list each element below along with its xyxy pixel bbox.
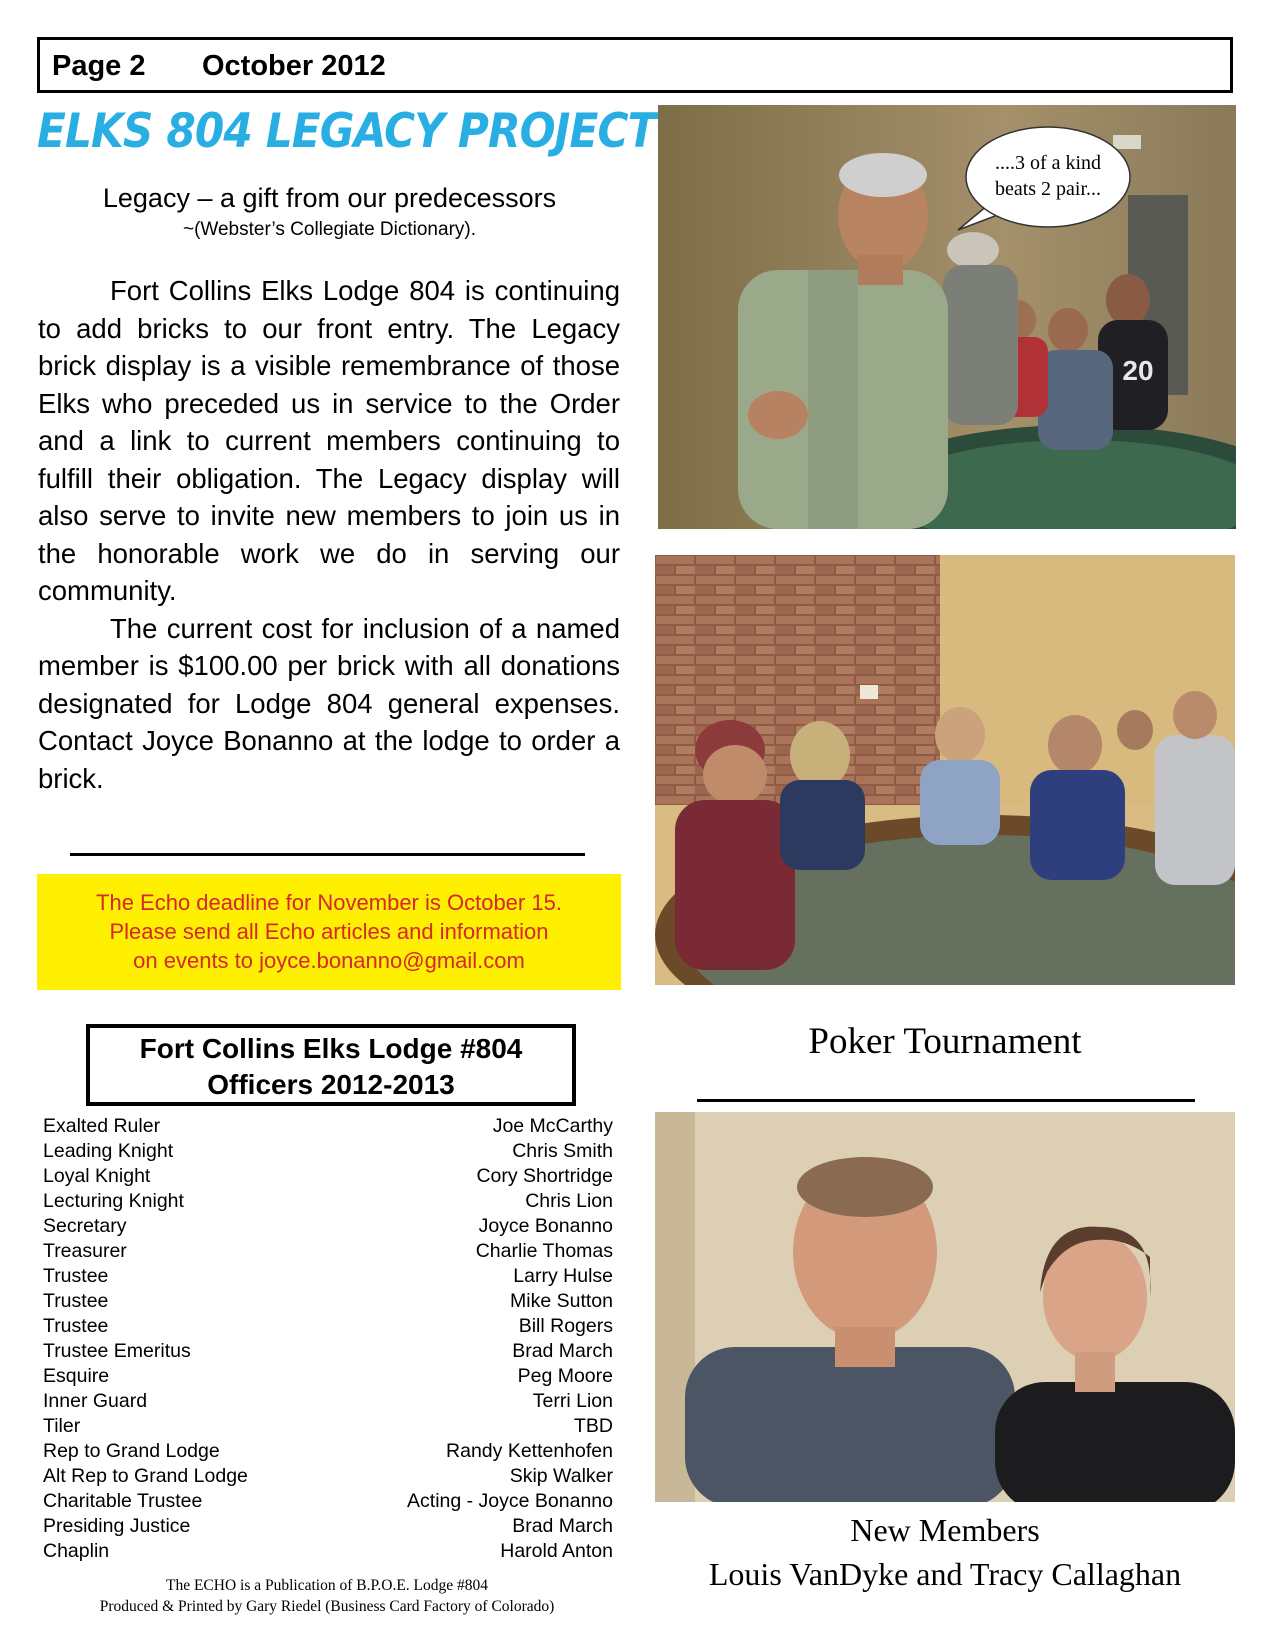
poker-photo-speaker <box>658 105 1236 529</box>
photo-illustration <box>655 1112 1235 1502</box>
officers-year: Officers 2012-2013 <box>207 1069 455 1100</box>
article-paragraph: Fort Collins Elks Lodge 804 is continuing to add bricks to our front entry. The Legacy brick display is a visible remembrance of those Elks who preceded us in service to the Order and a link to current members continuing to fulfill their obligation. The Legacy display will also serve to invite new members to join us in the honorable work we do in serving our community. <box>38 275 620 606</box>
officer-role: Presiding Justice <box>43 1515 191 1537</box>
officer-row <box>43 1514 613 1539</box>
officer-row <box>43 1489 613 1514</box>
footer-line: The ECHO is a Publication of B.P.O.E. Lodge #804 <box>165 1577 489 1594</box>
officer-role: Loyal Knight <box>43 1165 151 1187</box>
officer-name: Brad March <box>512 1340 613 1362</box>
poker-caption: Poker Tournament <box>808 1021 1082 1062</box>
officer-name: Skip Walker <box>509 1465 613 1487</box>
officer-role: Treasurer <box>43 1240 127 1262</box>
legacy-article <box>38 272 620 797</box>
officer-name: Acting - Joyce Bonanno <box>407 1490 613 1512</box>
officer-role: Alt Rep to Grand Lodge <box>43 1465 248 1487</box>
deadline-line: on events to joyce.bonanno@gmail.com <box>133 948 525 973</box>
footer-line: Produced & Printed by Gary Riedel (Business Card Factory of Colorado) <box>99 1598 555 1615</box>
officer-row <box>43 1214 613 1239</box>
deadline-notice <box>37 874 621 990</box>
speech-bubble-line: beats 2 pair... <box>994 178 1102 200</box>
officer-row <box>43 1339 613 1364</box>
officer-role: Chaplin <box>43 1540 110 1562</box>
photo-illustration <box>658 105 1236 529</box>
publication-footer <box>37 1575 617 1617</box>
officer-role: Lecturing Knight <box>43 1190 184 1212</box>
divider <box>70 853 585 856</box>
officer-name: TBD <box>574 1415 613 1437</box>
officer-row <box>43 1164 613 1189</box>
page-number: Page 2 <box>52 50 146 82</box>
officer-row <box>43 1539 613 1564</box>
officer-row <box>43 1439 613 1464</box>
officer-role: Trustee <box>43 1290 109 1312</box>
new-members-caption <box>655 1508 1235 1596</box>
officer-row <box>43 1314 613 1339</box>
officer-role: Esquire <box>43 1365 110 1387</box>
officer-row <box>43 1464 613 1489</box>
deadline-line: Please send all Echo articles and information <box>109 919 549 944</box>
officer-role: Exalted Ruler <box>43 1115 161 1137</box>
officer-role: Trustee <box>43 1265 109 1287</box>
deadline-line: The Echo deadline for November is October 15. <box>96 890 562 915</box>
officer-role: Tiler <box>43 1415 81 1437</box>
officer-name: Peg Moore <box>517 1365 613 1387</box>
new-members-names: Louis VanDyke and Tracy Callaghan <box>708 1556 1182 1592</box>
officer-row <box>43 1389 613 1414</box>
officer-name: Charlie Thomas <box>475 1240 613 1262</box>
new-members-photo <box>655 1112 1235 1502</box>
officer-name: Brad March <box>512 1515 613 1537</box>
officer-row <box>43 1364 613 1389</box>
officer-name: Harold Anton <box>500 1540 613 1562</box>
officer-row <box>43 1139 613 1164</box>
issue-date: October 2012 <box>202 50 386 82</box>
officer-role: Leading Knight <box>43 1140 174 1162</box>
officers-heading <box>86 1024 576 1106</box>
officer-role: Trustee Emeritus <box>43 1340 191 1362</box>
new-members-heading: New Members <box>850 1512 1040 1548</box>
officer-name: Chris Lion <box>525 1190 613 1212</box>
officer-role: Trustee <box>43 1315 109 1337</box>
article-paragraph: The current cost for inclusion of a named member is $100.00 per brick with all donations designated for Lodge 804 general expenses. Contact Joyce Bonanno at the lodge to order a brick. <box>38 612 620 794</box>
officer-name: Mike Sutton <box>510 1290 613 1312</box>
legacy-source: ~(Webster’s Collegiate Dictionary). <box>182 219 477 240</box>
jersey-number: 20 <box>1122 355 1154 386</box>
officer-role: Secretary <box>43 1215 127 1237</box>
officer-name: Terri Lion <box>532 1390 613 1412</box>
officer-row <box>43 1114 613 1139</box>
officer-name: Joe McCarthy <box>492 1115 613 1137</box>
speech-bubble-line: ....3 of a kind <box>994 152 1102 174</box>
officer-row <box>43 1289 613 1314</box>
officers-title: Fort Collins Elks Lodge #804 <box>139 1033 523 1064</box>
officers-list <box>43 1114 613 1564</box>
officer-role: Inner Guard <box>43 1390 148 1412</box>
officer-name: Larry Hulse <box>513 1265 613 1287</box>
legacy-subtitle: Legacy – a gift from our predecessors <box>102 183 557 213</box>
officer-name: Randy Kettenhofen <box>446 1440 613 1462</box>
officer-name: Joyce Bonanno <box>478 1215 613 1237</box>
officer-role: Rep to Grand Lodge <box>43 1440 220 1462</box>
legacy-title: ELKS 804 LEGACY PROJECT <box>37 104 656 159</box>
page-header <box>37 37 1233 93</box>
divider <box>697 1099 1195 1102</box>
photo-illustration <box>655 555 1235 985</box>
officer-row <box>43 1239 613 1264</box>
officer-row <box>43 1414 613 1439</box>
officer-role: Charitable Trustee <box>43 1490 203 1512</box>
officer-name: Chris Smith <box>512 1140 613 1162</box>
poker-photo-table <box>655 555 1235 985</box>
officer-row <box>43 1189 613 1214</box>
officer-name: Bill Rogers <box>518 1315 613 1337</box>
officer-name: Cory Shortridge <box>476 1165 613 1187</box>
officer-row <box>43 1264 613 1289</box>
